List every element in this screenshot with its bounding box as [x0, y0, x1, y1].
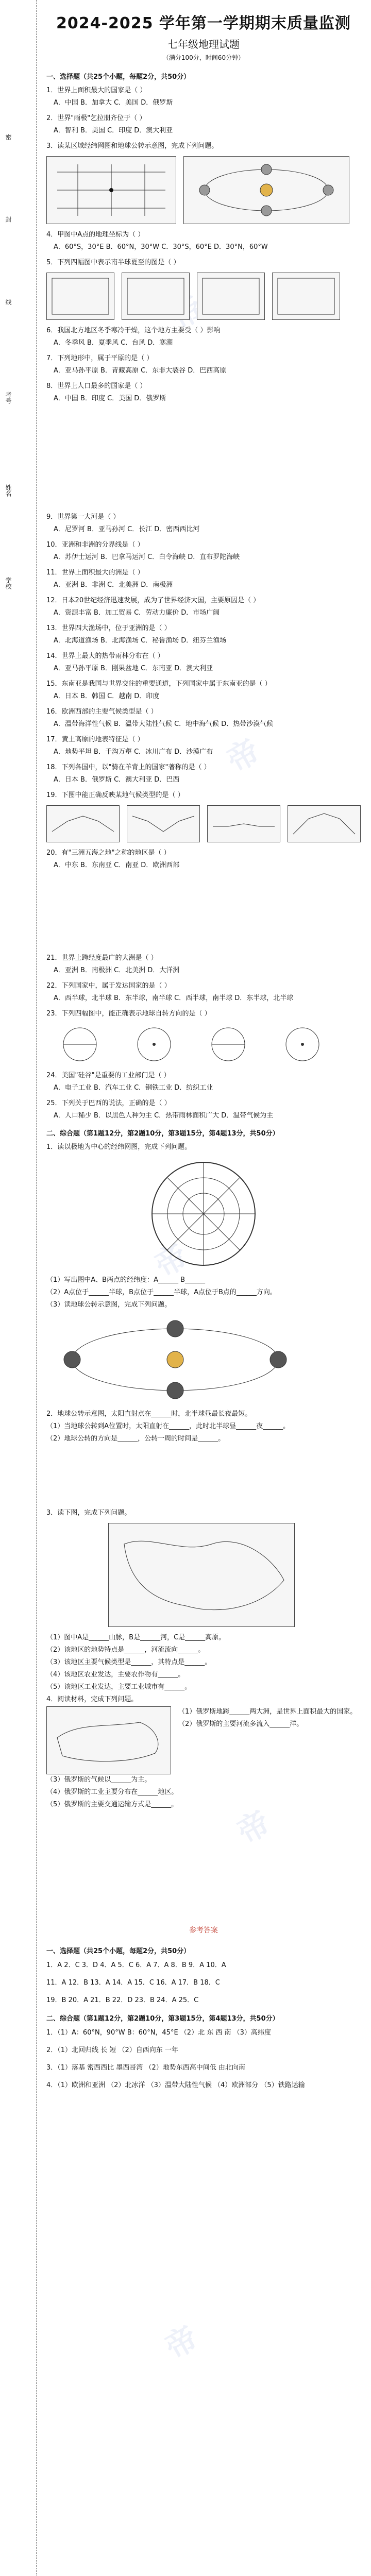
orbit-figure [183, 156, 349, 224]
question: 8．世界上人口最多的国家是（ ） [46, 382, 147, 390]
watermark: 帝 [149, 1238, 194, 1284]
question: 17．黄土高原的地表特征是（ ） [46, 736, 144, 743]
answer-title: 参考答案 [189, 1926, 218, 1935]
question: 4．甲图中A点的地理坐标为（ ） [46, 231, 145, 239]
question: （3）该地区主要气候类型是______，其特点是______。 [46, 1658, 212, 1666]
question: 1．世界上面积最大的国家是（ ） [46, 87, 147, 94]
exam-meta: （满分100分，时间60分钟） [162, 54, 245, 61]
exam-subtitle: 七年级地理试题 [167, 38, 240, 50]
question-options: A．冬季风 B．夏季风 C．台风 D．寒潮 [54, 339, 173, 347]
question: （3）读地球公转示意图，完成下列问题。 [46, 1301, 172, 1309]
question: 18．下列各国中，以"骑在羊背上的国家"著称的是（ ） [46, 764, 211, 771]
binding-margin [0, 0, 37, 2576]
answer-line: 19．B 20．A 21．B 22．D 23．B 24．A 25．C [46, 1996, 199, 2004]
question: 13．世界四大渔场中，位于亚洲的是（ ） [46, 624, 171, 632]
question: （2）该地区的地势特点是______，河流流向______。 [46, 1646, 205, 1654]
question: 4．阅读材料，完成下列问题。 [46, 1696, 138, 1703]
question-options: A．温带海洋性气候 B．温带大陆性气候 C．地中海气候 D．热带沙漠气候 [54, 720, 274, 728]
exam-page [46, 0, 361, 2097]
question: 22．下列国家中，属于发达国家的是（ ） [46, 982, 171, 990]
answer-line: 2．（1）北回归线 长 短 （2）自西向东 一年 [46, 2046, 178, 2054]
question: 12．日本20世纪经济迅速发展，成为了世界经济大国，主要原因是（ ） [46, 597, 260, 604]
question-options: A．地势平坦 B．千沟万壑 C．冰川广布 D．沙漠广布 [54, 748, 213, 756]
polar-graticule-figure [126, 1157, 281, 1270]
answer-line: 4．（1）欧洲和亚洲 （2）北冰洋 （3）温带大陆性气候 （4）欧洲部分 （5）铁路运输 [46, 2081, 305, 2089]
question: 7．下列地形中，属于平原的是（ ） [46, 354, 154, 362]
question: （1）图中A是______山脉，B是______河，C是______高原。 [46, 1634, 226, 1641]
question: 23．下列四幅图中，能正确表示地球自转方向的是（ ） [46, 1010, 211, 1018]
question-options: A．中国 B．印度 C．美国 D．俄罗斯 [54, 395, 166, 402]
question: 16．欧洲西部的主要气候类型是（ ） [46, 708, 158, 716]
diagram-figure [197, 273, 265, 320]
climate-chart [288, 805, 361, 842]
binding-label: 线 [5, 299, 12, 305]
section-title: 一、选择题（共25个小题，每题2分，共50分） [46, 73, 191, 81]
spacer [46, 1446, 361, 1507]
answer-line: 3．（1）落基 密西西比 墨西哥湾 （2）地势东西高中间低 由北向南 [46, 2064, 245, 2072]
question: 3．读某区域经纬网图和地球公转示意图，完成下列问题。 [46, 142, 218, 150]
binding-label: 姓名 [5, 484, 12, 497]
question: 14．世界上最大的热带雨林分布在（ ） [46, 652, 164, 660]
binding-label: 封 [5, 216, 12, 223]
question: 1．读以极地为中心的经纬网图，完成下列问题。 [46, 1143, 192, 1151]
question-options: A．亚马孙平原 B．刚果盆地 C．东南亚 D．澳大利亚 [54, 665, 213, 672]
figure-row [46, 273, 361, 320]
spacer [46, 409, 361, 512]
question: （5）该地区工业发达，主要工业城市有______。 [46, 1683, 192, 1691]
question-options: A．尼罗河 B．亚马孙河 C．长江 D．密西西比河 [54, 526, 200, 533]
question-options: A．60°S，30°E B．60°N，30°W C．30°S，60°E D．30°N，60°W [54, 243, 268, 251]
question-options: A．日本 B．俄罗斯 C．澳大利亚 D．巴西 [54, 776, 180, 784]
question-options: A．亚马孙平原 B．青藏高原 C．东非大裂谷 D．巴西高原 [54, 367, 227, 375]
question-options: A．人口稀少 B．以黑色人种为主 C．热带雨林面积广大 D．温带气候为主 [54, 1112, 274, 1120]
climate-chart [207, 805, 280, 842]
rotation-figure [269, 1024, 336, 1065]
question: 9．世界第一大河是（ ） [46, 513, 120, 521]
question-options: A．中国 B．加拿大 C．美国 D．俄罗斯 [54, 99, 173, 107]
question-options: A．资源丰富 B．加工贸易 C．劳动力廉价 D．市场广阔 [54, 609, 220, 617]
question: （3）俄罗斯的气候以______为主。 [46, 1776, 151, 1784]
russia-map [46, 1706, 171, 1774]
question: （1）当地球公转到A位置时，太阳直射在______，此时北半球昼______夜______。 [46, 1422, 290, 1430]
question: 24．美国"硅谷"是重要的工业部门是（ ） [46, 1072, 171, 1079]
diagram-figure [272, 273, 340, 320]
question: 5．下列四幅图中表示南半球夏至的图是（ ） [46, 259, 180, 266]
binding-label: 考号 [5, 392, 12, 404]
map-with-text [46, 1706, 361, 1774]
question-options: A．智利 B．美国 C．印度 D．澳大利亚 [54, 127, 173, 134]
question: 15．东南亚是我国与世界交往的重要通道，下列国家中属于东南亚的是（ ） [46, 680, 272, 688]
question: 25．下列关于巴西的说法，正确的是（ ） [46, 1099, 171, 1107]
question-options: A．亚洲 B．非洲 C．北美洲 D．南极洲 [54, 581, 173, 589]
question: 10．亚洲和非洲的分界线是（ ） [46, 541, 144, 549]
rotation-figure [195, 1024, 262, 1065]
spacer [46, 1811, 361, 1904]
climate-chart [127, 805, 200, 842]
question: 20．有"三洲五海之地"之称的地区是（ ） [46, 849, 171, 857]
question-options: A．北海道渔场 B．北海渔场 C．秘鲁渔场 D．纽芬兰渔场 [54, 637, 227, 645]
answer-line: 1．A 2．C 3．D 4．A 5．C 6．A 7．A 8．B 9．A 10．A [46, 1961, 226, 1969]
question-options: A．苏伊士运河 B．巴拿马运河 C．白令海峡 D．直布罗陀海峡 [54, 553, 240, 561]
question: 21．世界上跨经度最广的大洲是（ ） [46, 954, 158, 962]
question-options: A．西半球，北半球 B．东半球，南半球 C．西半球，南半球 D．东半球，北半球 [54, 994, 294, 1002]
question: 11．世界上面积最大的洲是（ ） [46, 569, 144, 577]
question: （5）俄罗斯的主要交通运输方式是______。 [46, 1801, 178, 1808]
answer-section-title: 一、选择题（共25个小题，每题2分，共50分） [46, 1947, 191, 1955]
binding-label: 学校 [5, 577, 12, 589]
figure-row [46, 1024, 361, 1065]
region-map [108, 1523, 295, 1627]
question: 2．世界"雨极"乞拉朋齐位于（ ） [46, 114, 146, 122]
watermark: 帝 [221, 733, 266, 779]
question: （1）写出图中A、B两点的经纬度：A______ B______ [46, 1276, 206, 1284]
rotation-figure [46, 1024, 113, 1065]
exam-title: 2024-2025 学年第一学期期末质量监测 [56, 14, 351, 32]
question: （4）俄罗斯的工业主要分布在______地区。 [46, 1788, 178, 1796]
question: （1）俄罗斯地跨______两大洲，是世界上面积最大的国家。 [178, 1708, 357, 1716]
question: （2）A点位于______半球，B点位于______半球，A点位于B点的______方向。 [46, 1289, 277, 1296]
spacer [46, 875, 361, 953]
watermark: 帝 [164, 290, 209, 336]
question: 19．下图中能正确反映某地气候类型的是（ ） [46, 791, 184, 799]
question: 3．读下图，完成下列问题。 [46, 1509, 131, 1517]
answer-line: 1．（1）A：60°N，90°W B：60°N，45°E （2）北 东 西 南 （3）高纬度 [46, 2029, 271, 2037]
diagram-figure [122, 273, 190, 320]
diagram-figure [46, 273, 114, 320]
climate-chart [46, 805, 120, 842]
question: （2）地球公转的方向是______，公转一周的时间是______。 [46, 1435, 225, 1443]
question: （2）俄罗斯的主要河流多流入______洋。 [178, 1720, 303, 1728]
watermark: 帝 [231, 1804, 276, 1851]
figure-row [46, 156, 361, 224]
question: （4）该地区农业发达，主要农作物有______。 [46, 1671, 185, 1679]
question: 2．地球公转示意图，太阳直射点在______时，北半球昼最长夜最短。 [46, 1410, 252, 1418]
figure-row [46, 805, 361, 842]
section-title: 二、综合题（第1题12分，第2题10分，第3题15分，第4题13分，共50分） [46, 1130, 279, 1138]
watermark: 帝 [159, 2319, 204, 2366]
question-options: A．亚洲 B．南极洲 C．北美洲 D．大洋洲 [54, 967, 180, 974]
orbit-figure [46, 1316, 304, 1403]
binding-label: 密 [5, 134, 12, 140]
question-options: A．电子工业 B．汽车工业 C．钢铁工业 D．纺织工业 [54, 1084, 213, 1092]
graticule-figure [46, 156, 176, 224]
answer-key [46, 1925, 361, 2092]
answer-line: 11．A 12．B 13．A 14．A 15．C 16．A 17．B 18．C [46, 1979, 220, 1987]
question-options: A．日本 B．韩国 C．越南 D．印度 [54, 692, 160, 700]
answer-section-title: 二、综合题（第1题12分，第2题10分，第3题15分，第4题13分，共50分） [46, 2015, 279, 2023]
question-options: A．中东 B．东南亚 C．南亚 D．欧洲西部 [54, 861, 180, 869]
question: 6．我国北方地区冬季寒冷干燥，这个地方主要受（ ）影响 [46, 327, 221, 334]
rotation-figure [121, 1024, 188, 1065]
